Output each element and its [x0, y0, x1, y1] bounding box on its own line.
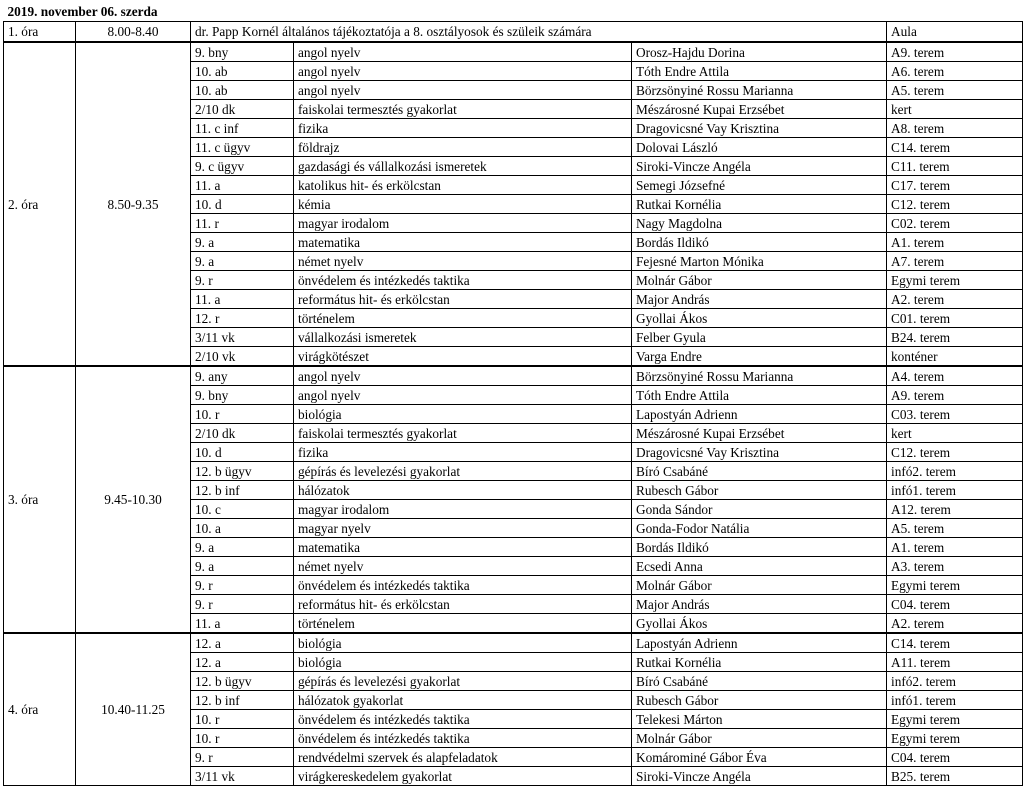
room-cell: C11. terem: [887, 157, 1023, 176]
teacher-cell: Lapostyán Adrienn: [632, 405, 887, 424]
room-cell: A7. terem: [887, 252, 1023, 271]
teacher-cell: Gonda-Fodor Natália: [632, 519, 887, 538]
teacher-cell: Mészárosné Kupai Erzsébet: [632, 100, 887, 119]
first-period-row: [4, 22, 1023, 43]
subject-cell: önvédelem és intézkedés taktika: [294, 710, 632, 729]
teacher-cell: Rubesch Gábor: [632, 481, 887, 500]
room-cell: Egymi terem: [887, 710, 1023, 729]
room-cell: A3. terem: [887, 557, 1023, 576]
room-cell: A6. terem: [887, 62, 1023, 81]
subject-cell: református hit- és erkölcstan: [294, 595, 632, 614]
subject-cell: magyar irodalom: [294, 500, 632, 519]
subject-cell: angol nyelv: [294, 366, 632, 386]
room-cell: infó2. terem: [887, 462, 1023, 481]
teacher-cell: Börzsönyiné Rossu Marianna: [632, 366, 887, 386]
room-cell: A12. terem: [887, 500, 1023, 519]
teacher-cell: Tóth Endre Attila: [632, 386, 887, 405]
teacher-cell: Rutkai Kornélia: [632, 653, 887, 672]
teacher-cell: Bordás Ildikó: [632, 538, 887, 557]
room-cell: A1. terem: [887, 538, 1023, 557]
subject-cell: történelem: [294, 614, 632, 634]
subject-cell: angol nyelv: [294, 81, 632, 100]
subject-cell: fizika: [294, 119, 632, 138]
subject-cell: kémia: [294, 195, 632, 214]
class-cell: 9. r: [191, 271, 294, 290]
class-cell: 11. r: [191, 214, 294, 233]
subject-cell: hálózatok gyakorlat: [294, 691, 632, 710]
teacher-cell: Dragovicsné Vay Krisztina: [632, 443, 887, 462]
room-cell: infó2. terem: [887, 672, 1023, 691]
class-cell: 9. a: [191, 557, 294, 576]
subject-cell: virágkötészet: [294, 347, 632, 367]
subject-cell: angol nyelv: [294, 62, 632, 81]
room-cell: C04. terem: [887, 748, 1023, 767]
room-cell: A11. terem: [887, 653, 1023, 672]
teacher-cell: Bordás Ildikó: [632, 233, 887, 252]
room-cell: A9. terem: [887, 386, 1023, 405]
subject-cell: önvédelem és intézkedés taktika: [294, 729, 632, 748]
teacher-cell: Gonda Sándor: [632, 500, 887, 519]
room-cell: Egymi terem: [887, 729, 1023, 748]
room-cell: A2. terem: [887, 614, 1023, 634]
class-cell: 2/10 vk: [191, 347, 294, 367]
room-cell: Aula: [887, 22, 1023, 43]
class-cell: 11. c inf: [191, 119, 294, 138]
period-cell: 4. óra: [4, 633, 76, 786]
class-cell: 10. d: [191, 195, 294, 214]
class-cell: 9. a: [191, 538, 294, 557]
subject-cell: biológia: [294, 653, 632, 672]
class-cell: 3/11 vk: [191, 767, 294, 786]
room-cell: C03. terem: [887, 405, 1023, 424]
subject-cell: faiskolai termesztés gyakorlat: [294, 100, 632, 119]
teacher-cell: Orosz-Hajdu Dorina: [632, 42, 887, 62]
class-cell: 9. c ügyv: [191, 157, 294, 176]
teacher-cell: Varga Endre: [632, 347, 887, 367]
teacher-cell: Molnár Gábor: [632, 576, 887, 595]
teacher-cell: Siroki-Vincze Angéla: [632, 157, 887, 176]
teacher-cell: Semegi Józsefné: [632, 176, 887, 195]
subject-cell: angol nyelv: [294, 42, 632, 62]
teacher-cell: Bíró Csabáné: [632, 672, 887, 691]
teacher-cell: Major András: [632, 595, 887, 614]
teacher-cell: Felber Gyula: [632, 328, 887, 347]
subject-cell: biológia: [294, 405, 632, 424]
class-cell: 10. d: [191, 443, 294, 462]
class-cell: 9. r: [191, 595, 294, 614]
subject-cell: hálózatok: [294, 481, 632, 500]
room-cell: A5. terem: [887, 81, 1023, 100]
teacher-cell: Gyollai Ákos: [632, 309, 887, 328]
teacher-cell: Dolovai László: [632, 138, 887, 157]
class-cell: 12. b inf: [191, 691, 294, 710]
room-cell: B25. terem: [887, 767, 1023, 786]
subject-cell: rendvédelmi szervek és alapfeladatok: [294, 748, 632, 767]
class-cell: 11. a: [191, 176, 294, 195]
subject-cell: német nyelv: [294, 252, 632, 271]
teacher-cell: Ecsedi Anna: [632, 557, 887, 576]
teacher-cell: Gyollai Ákos: [632, 614, 887, 634]
subject-cell: matematika: [294, 538, 632, 557]
class-cell: 9. bny: [191, 386, 294, 405]
teacher-cell: Börzsönyiné Rossu Marianna: [632, 81, 887, 100]
room-cell: A5. terem: [887, 519, 1023, 538]
room-cell: infó1. terem: [887, 481, 1023, 500]
class-cell: 9. bny: [191, 42, 294, 62]
subject-cell: német nyelv: [294, 557, 632, 576]
room-cell: konténer: [887, 347, 1023, 367]
subject-cell: református hit- és erkölcstan: [294, 290, 632, 309]
teacher-cell: Lapostyán Adrienn: [632, 633, 887, 653]
room-cell: C01. terem: [887, 309, 1023, 328]
teacher-cell: Mészárosné Kupai Erzsébet: [632, 424, 887, 443]
room-cell: A1. terem: [887, 233, 1023, 252]
teacher-cell: Major András: [632, 290, 887, 309]
room-cell: C12. terem: [887, 195, 1023, 214]
class-cell: 12. b ügyv: [191, 672, 294, 691]
class-cell: 10. r: [191, 405, 294, 424]
description-cell: dr. Papp Kornél általános tájékoztatója a 8. osztályosok és szüleik számára: [191, 22, 887, 43]
table-row: [4, 366, 1023, 386]
class-cell: 2/10 dk: [191, 424, 294, 443]
room-cell: C17. terem: [887, 176, 1023, 195]
class-cell: 2/10 dk: [191, 100, 294, 119]
room-cell: A4. terem: [887, 366, 1023, 386]
room-cell: A9. terem: [887, 42, 1023, 62]
room-cell: C02. terem: [887, 214, 1023, 233]
room-cell: infó1. terem: [887, 691, 1023, 710]
table-row: [4, 633, 1023, 653]
subject-cell: földrajz: [294, 138, 632, 157]
class-cell: 9. a: [191, 233, 294, 252]
class-cell: 12. r: [191, 309, 294, 328]
class-cell: 10. r: [191, 729, 294, 748]
class-cell: 12. b ügyv: [191, 462, 294, 481]
time-cell: 8.00-8.40: [76, 22, 191, 43]
teacher-cell: Telekesi Márton: [632, 710, 887, 729]
room-cell: kert: [887, 100, 1023, 119]
subject-cell: gépírás és levelezési gyakorlat: [294, 672, 632, 691]
teacher-cell: Siroki-Vincze Angéla: [632, 767, 887, 786]
title-row: [4, 2, 1023, 22]
class-cell: 9. any: [191, 366, 294, 386]
class-cell: 11. a: [191, 290, 294, 309]
class-cell: 9. a: [191, 252, 294, 271]
time-cell: 9.45-10.30: [76, 366, 191, 633]
schedule-body: [4, 2, 1023, 786]
room-cell: A2. terem: [887, 290, 1023, 309]
teacher-cell: Molnár Gábor: [632, 271, 887, 290]
subject-cell: biológia: [294, 633, 632, 653]
subject-cell: önvédelem és intézkedés taktika: [294, 271, 632, 290]
teacher-cell: Komárominé Gábor Éva: [632, 748, 887, 767]
period-cell: 3. óra: [4, 366, 76, 633]
subject-cell: vállalkozási ismeretek: [294, 328, 632, 347]
teacher-cell: Dragovicsné Vay Krisztina: [632, 119, 887, 138]
schedule-table: [3, 2, 1023, 786]
room-cell: Egymi terem: [887, 576, 1023, 595]
teacher-cell: Tóth Endre Attila: [632, 62, 887, 81]
time-cell: 8.50-9.35: [76, 42, 191, 366]
room-cell: C14. terem: [887, 138, 1023, 157]
teacher-cell: Nagy Magdolna: [632, 214, 887, 233]
subject-cell: katolikus hit- és erkölcstan: [294, 176, 632, 195]
class-cell: 10. a: [191, 519, 294, 538]
room-cell: C12. terem: [887, 443, 1023, 462]
room-cell: C14. terem: [887, 633, 1023, 653]
subject-cell: magyar nyelv: [294, 519, 632, 538]
class-cell: 12. a: [191, 633, 294, 653]
class-cell: 10. ab: [191, 62, 294, 81]
subject-cell: gazdasági és vállalkozási ismeretek: [294, 157, 632, 176]
teacher-cell: Bíró Csabáné: [632, 462, 887, 481]
table-row: [4, 42, 1023, 62]
class-cell: 10. r: [191, 710, 294, 729]
subject-cell: matematika: [294, 233, 632, 252]
teacher-cell: Rutkai Kornélia: [632, 195, 887, 214]
teacher-cell: Molnár Gábor: [632, 729, 887, 748]
subject-cell: virágkereskedelem gyakorlat: [294, 767, 632, 786]
period-cell: 2. óra: [4, 42, 76, 366]
subject-cell: fizika: [294, 443, 632, 462]
class-cell: 10. ab: [191, 81, 294, 100]
subject-cell: magyar irodalom: [294, 214, 632, 233]
class-cell: 12. b inf: [191, 481, 294, 500]
class-cell: 11. c ügyv: [191, 138, 294, 157]
room-cell: Egymi terem: [887, 271, 1023, 290]
period-cell: 1. óra: [4, 22, 76, 43]
class-cell: 9. r: [191, 748, 294, 767]
room-cell: B24. terem: [887, 328, 1023, 347]
teacher-cell: Fejesné Marton Mónika: [632, 252, 887, 271]
subject-cell: gépírás és levelezési gyakorlat: [294, 462, 632, 481]
teacher-cell: Rubesch Gábor: [632, 691, 887, 710]
class-cell: 10. c: [191, 500, 294, 519]
room-cell: kert: [887, 424, 1023, 443]
subject-cell: faiskolai termesztés gyakorlat: [294, 424, 632, 443]
class-cell: 3/11 vk: [191, 328, 294, 347]
room-cell: C04. terem: [887, 595, 1023, 614]
time-cell: 10.40-11.25: [76, 633, 191, 786]
class-cell: 12. a: [191, 653, 294, 672]
class-cell: 11. a: [191, 614, 294, 634]
subject-cell: önvédelem és intézkedés taktika: [294, 576, 632, 595]
class-cell: 9. r: [191, 576, 294, 595]
subject-cell: történelem: [294, 309, 632, 328]
page-title: 2019. november 06. szerda: [4, 2, 1023, 22]
room-cell: A8. terem: [887, 119, 1023, 138]
subject-cell: angol nyelv: [294, 386, 632, 405]
